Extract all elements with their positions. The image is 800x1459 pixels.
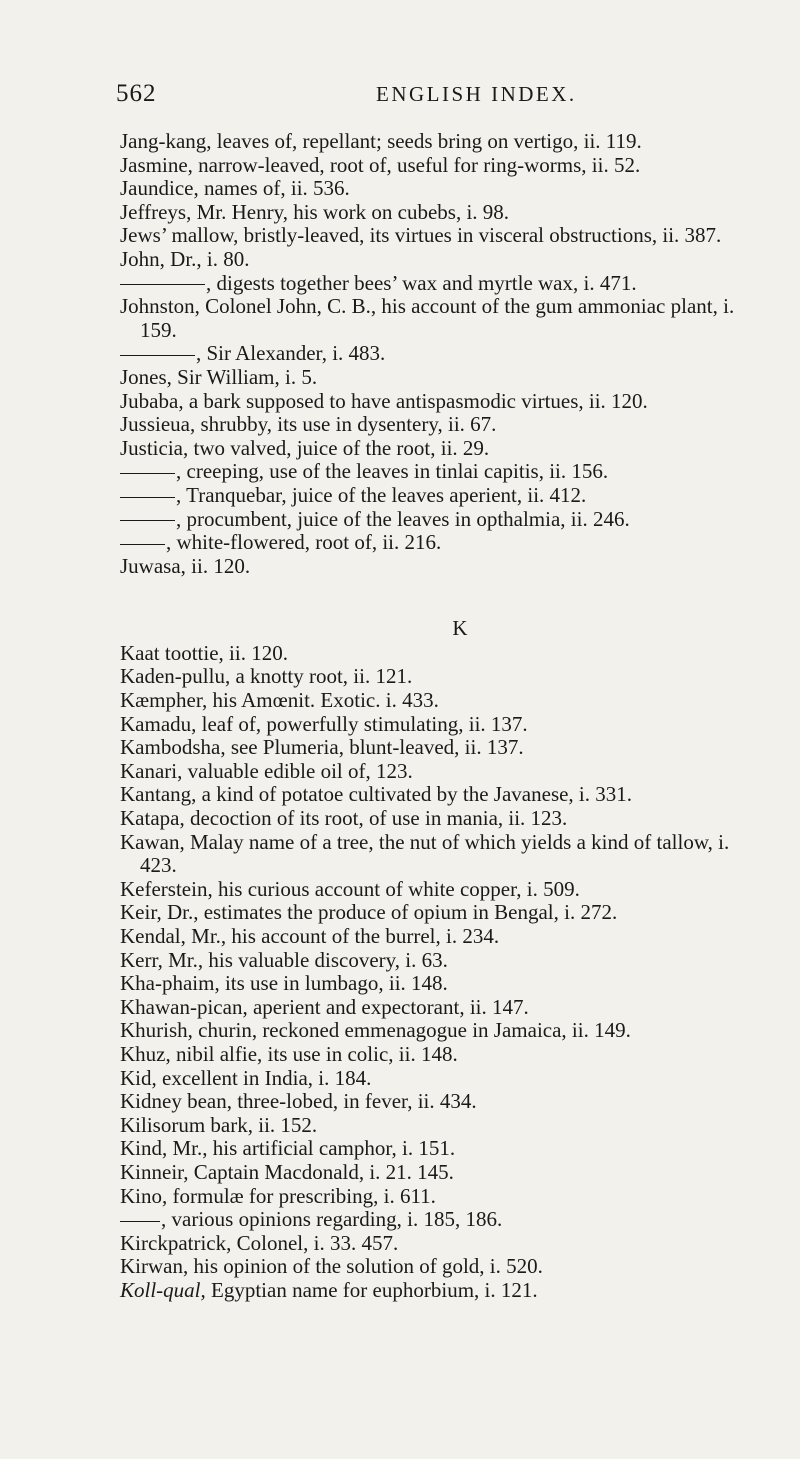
index-entry bbox=[120, 437, 770, 461]
index-entry bbox=[120, 665, 770, 689]
index-entry bbox=[120, 1067, 770, 1091]
index-entry bbox=[120, 342, 770, 366]
entry-text: Johnston, Colonel John, C. B., his account of the gum ammoniac plant, i. 159. bbox=[120, 294, 735, 342]
running-head: ENGLISH INDEX. bbox=[376, 82, 577, 106]
entry-text: Kantang, a kind of potatoe cultivated by the Javanese, i. 331. bbox=[120, 782, 633, 807]
index-entry bbox=[120, 713, 770, 737]
entry-text: , various opinions regarding, i. 185, 186. bbox=[161, 1207, 503, 1232]
entry-text: Jeffreys, Mr. Henry, his work on cubebs, i. 98. bbox=[120, 199, 510, 224]
index-entry bbox=[120, 925, 770, 949]
index-entry bbox=[120, 555, 770, 579]
index-entry bbox=[120, 201, 770, 225]
entry-text: Kaat toottie, ii. 120. bbox=[120, 640, 288, 665]
entry-text: Kerr, Mr., his valuable discovery, i. 63. bbox=[120, 947, 448, 972]
ditto-dash bbox=[120, 355, 195, 356]
index-entry bbox=[120, 1185, 770, 1209]
index-entry bbox=[120, 154, 770, 178]
index-entry bbox=[120, 1232, 770, 1256]
section-letter-k: K bbox=[452, 616, 468, 641]
index-entry bbox=[120, 901, 770, 925]
entry-text: Kæmpher, his Amœnit. Exotic. i. 433. bbox=[120, 688, 439, 713]
index-entry bbox=[120, 272, 770, 296]
entry-text: , Sir Alexander, i. 483. bbox=[196, 341, 386, 366]
index-entry bbox=[120, 1208, 770, 1232]
entry-text: , procumbent, juice of the leaves in opthalmia, ii. 246. bbox=[176, 506, 630, 531]
entry-text: , Tranquebar, juice of the leaves aperient, ii. 412. bbox=[176, 482, 587, 507]
entry-text: Kambodsha, see Plumeria, blunt-leaved, ii. 137. bbox=[120, 735, 524, 760]
index-entry bbox=[120, 878, 770, 902]
entry-text: Kanari, valuable edible oil of, 123. bbox=[120, 758, 413, 783]
entry-text: Jaundice, names of, ii. 536. bbox=[120, 176, 350, 201]
entry-text: Kidney bean, three-lobed, in fever, ii. 434. bbox=[120, 1089, 477, 1114]
ditto-dash bbox=[120, 497, 175, 498]
entry-text: Egyptian name for euphorbium, i. 121. bbox=[205, 1277, 538, 1302]
ditto-dash bbox=[120, 284, 205, 285]
index-entry bbox=[120, 248, 770, 272]
section-k-entries bbox=[120, 642, 770, 1279]
entry-text: Jubaba, a bark supposed to have antispasmodic virtues, ii. 120. bbox=[120, 388, 648, 413]
entry-text: Kendal, Mr., his account of the burrel, i. 234. bbox=[120, 924, 500, 948]
index-entry bbox=[120, 295, 770, 342]
index-entry bbox=[120, 1161, 770, 1185]
entry-text: Kamadu, leaf of, powerfully stimulating, ii. 137. bbox=[120, 711, 528, 736]
index-entry bbox=[120, 1255, 770, 1279]
index-entry bbox=[120, 413, 770, 437]
entry-text: Kaden-pullu, a knotty root, ii. 121. bbox=[120, 664, 413, 689]
index-entry bbox=[120, 130, 770, 154]
index-entry bbox=[120, 177, 770, 201]
entry-text: Justicia, two valved, juice of the root, ii. 29. bbox=[120, 435, 490, 460]
index-entry bbox=[120, 783, 770, 807]
entry-text: Khawan-pican, aperient and expectorant, ii. 147. bbox=[120, 994, 529, 1019]
entry-text: Kid, excellent in India, i. 184. bbox=[120, 1065, 372, 1090]
index-entry bbox=[120, 531, 770, 555]
index-entry bbox=[120, 484, 770, 508]
entry-text: Kirwan, his opinion of the solution of gold, i. 520. bbox=[120, 1254, 543, 1279]
entry-text: Kilisorum bark, ii. 152. bbox=[120, 1112, 318, 1137]
entry-text: Jussieua, shrubby, its use in dysentery, ii. 67. bbox=[120, 412, 497, 437]
entry-text: Kawan, Malay name of a tree, the nut of which yields a kind of tallow, i. 423. bbox=[120, 829, 730, 878]
index-entry bbox=[120, 1019, 770, 1043]
index-entries bbox=[120, 130, 770, 1303]
ditto-dash bbox=[120, 1221, 160, 1222]
index-entry bbox=[120, 390, 770, 414]
index-entry bbox=[120, 366, 770, 390]
index-entry bbox=[120, 736, 770, 760]
entry-text: , digests together bees’ wax and myrtle wax, i. 471. bbox=[206, 270, 637, 295]
entry-text: , creeping, use of the leaves in tinlai capitis, ii. 156. bbox=[176, 459, 609, 484]
entry-text: Jang-kang, leaves of, repellant; seeds bring on vertigo, ii. 119. bbox=[120, 129, 642, 153]
index-entry bbox=[120, 508, 770, 532]
entry-text: Kinneir, Captain Macdonald, i. 21. 145. bbox=[120, 1159, 454, 1184]
entry-text: Kino, formulæ for prescribing, i. 611. bbox=[120, 1183, 436, 1208]
index-entry bbox=[120, 224, 770, 248]
index-entry bbox=[120, 642, 770, 666]
index-entry-koll-qual bbox=[120, 1279, 770, 1303]
index-entry bbox=[120, 1137, 770, 1161]
entry-text: Kha-phaim, its use in lumbago, ii. 148. bbox=[120, 971, 448, 996]
entry-text: Jones, Sir William, i. 5. bbox=[120, 364, 318, 389]
index-entry bbox=[120, 1114, 770, 1138]
ditto-dash bbox=[120, 544, 165, 545]
index-entry bbox=[120, 1043, 770, 1067]
entry-text: Jasmine, narrow-leaved, root of, useful for ring-worms, ii. 52. bbox=[120, 152, 641, 177]
page-number: 562 bbox=[116, 80, 157, 107]
index-entry bbox=[120, 831, 770, 878]
index-entry bbox=[120, 460, 770, 484]
page-header bbox=[116, 80, 736, 116]
entry-text: Katapa, decoction of its root, of use in mania, ii. 123. bbox=[120, 806, 568, 831]
index-entry bbox=[120, 949, 770, 973]
entry-text: Kirckpatrick, Colonel, i. 33. 457. bbox=[120, 1230, 399, 1255]
entry-text: Kind, Mr., his artificial camphor, i. 151. bbox=[120, 1136, 456, 1161]
entry-text: Khurish, churin, reckoned emmenagogue in Jamaica, ii. 149. bbox=[120, 1018, 631, 1043]
index-entry bbox=[120, 972, 770, 996]
section-j-entries bbox=[120, 130, 770, 578]
index-entry bbox=[120, 996, 770, 1020]
entry-text: Khuz, nibil alfie, its use in colic, ii. 148. bbox=[120, 1041, 458, 1066]
entry-text: Keferstein, his curious account of white copper, i. 509. bbox=[120, 876, 580, 901]
entry-text: Keir, Dr., estimates the produce of opium in Bengal, i. 272. bbox=[120, 900, 618, 925]
index-entry bbox=[120, 760, 770, 784]
ditto-dash bbox=[120, 520, 175, 521]
index-entry bbox=[120, 1090, 770, 1114]
italic-term: Koll-qual, bbox=[120, 1277, 206, 1302]
ditto-dash bbox=[120, 473, 175, 474]
entry-text: , white-flowered, root of, ii. 216. bbox=[166, 530, 442, 555]
entry-text: Jews’ mallow, bristly-leaved, its virtues in visceral obstructions, ii. 387. bbox=[120, 223, 722, 248]
index-entry bbox=[120, 689, 770, 713]
entry-text: John, Dr., i. 80. bbox=[120, 246, 250, 271]
index-entry bbox=[120, 807, 770, 831]
entry-text: Juwasa, ii. 120. bbox=[120, 553, 251, 578]
